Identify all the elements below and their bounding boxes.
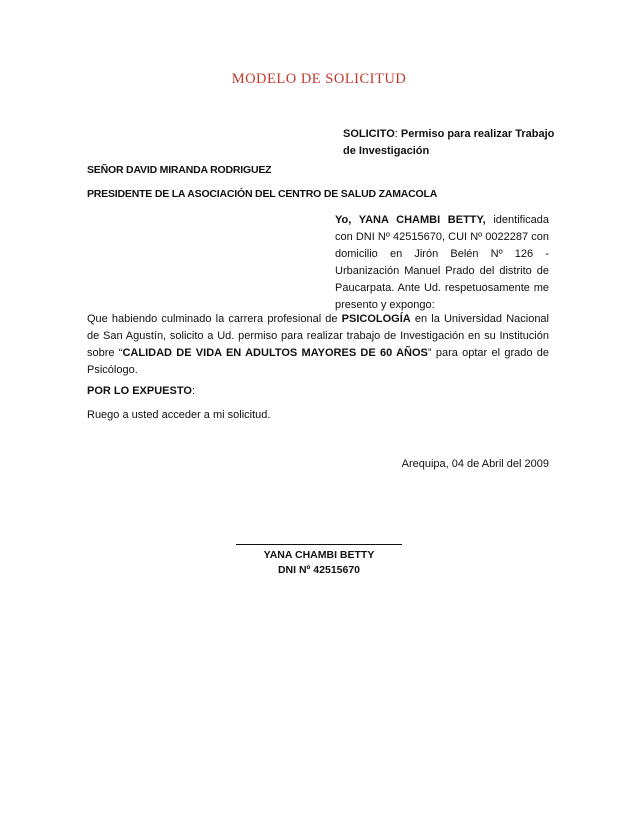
body-part3: ” para optar el grado de Psicólogo. <box>87 347 549 376</box>
ruego-text: Ruego a usted acceder a mi solicitud. <box>87 409 271 421</box>
date-line: Arequipa, 04 de Abril del 2009 <box>401 458 549 470</box>
solicito-block <box>343 126 558 160</box>
applicant-name: Yo, YANA CHAMBI BETTY, <box>335 214 486 226</box>
signature-block <box>236 548 402 578</box>
solicito-separator: : <box>394 128 401 140</box>
signature-line <box>236 544 402 545</box>
body-part1: Que habiendo culminado la carrera profesional de <box>87 313 342 325</box>
expuesto-label: POR LO EXPUESTO <box>87 385 192 397</box>
addressee-name: SEÑOR DAVID MIRANDA RODRIGUEZ <box>87 164 272 176</box>
intro-text: identificada con DNI Nº 42515670, CUI Nº 0022287 con domicilio en Jirón Belén Nº 126 - Urbanización Manuel Prado del distrito de Paucarpata. Ante Ud. respetuosamente me presento y expongo: <box>335 214 549 311</box>
body-paragraph <box>87 311 549 379</box>
research-topic: CALIDAD DE VIDA EN ADULTOS MAYORES DE 60 AÑOS <box>122 347 428 359</box>
signature-name: YANA CHAMBI BETTY <box>263 549 375 561</box>
por-lo-expuesto <box>87 385 195 397</box>
expuesto-colon: : <box>191 385 195 397</box>
addressee-title: PRESIDENTE DE LA ASOCIACIÓN DEL CENTRO DE SALUD ZAMACOLA <box>87 188 438 200</box>
document-title: MODELO DE SOLICITUD <box>231 71 407 87</box>
signature-dni: DNI Nº 42515670 <box>277 564 361 576</box>
solicito-text: Permiso para realizar Trabajo de Investigación <box>343 128 555 157</box>
solicito-label: SOLICITO <box>343 128 395 140</box>
career-name: PSICOLOGÍA <box>341 313 411 325</box>
body-part2: en la Universidad Nacional de San Agustín, solicito a Ud. permiso para realizar trabajo de Investigación en su Institución sobre “ <box>87 313 549 359</box>
intro-paragraph <box>335 212 549 314</box>
